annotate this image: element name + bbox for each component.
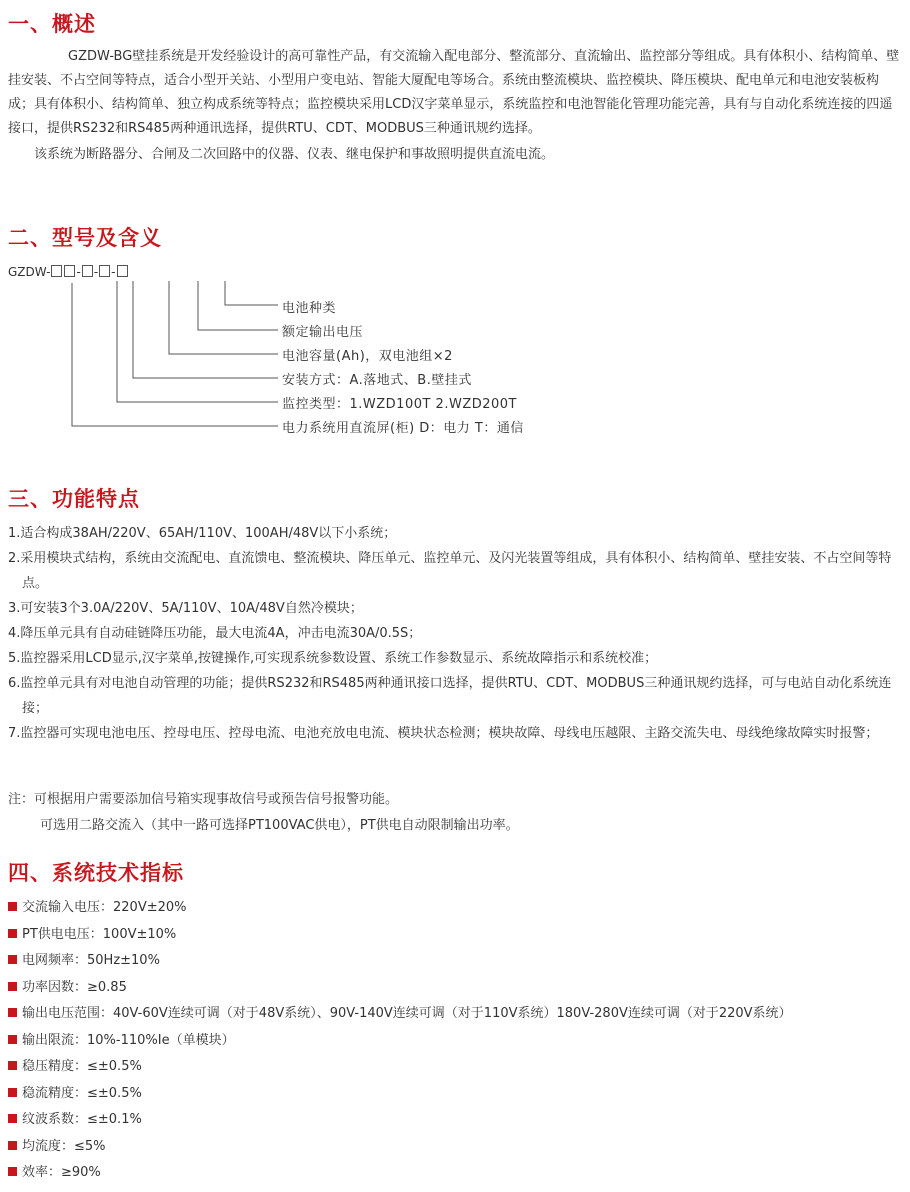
bullet-square-icon	[8, 1141, 17, 1150]
bullet-square-icon	[8, 1061, 17, 1070]
feature-item: 5.监控器采用LCD显示,汉字菜单,按键操作,可实现系统参数设置、系统工作参数显示、系统故障指示和系统校准；	[8, 651, 658, 666]
feature-item: 3.可安装3个3.0A/220V、5A/110V、10A/48V自然冷模块；	[8, 601, 363, 616]
spec-item: 稳流精度：≤±0.5%	[8, 1086, 792, 1113]
spec-item: 电网频率：50Hz±10%	[8, 953, 792, 980]
feature-item: 6.监控单元具有对电池自动管理的功能；提供RS232和RS485两种通讯接口选择，提供RTU、CDT、MODBUS三种通讯规约选择，可与电站自动化系统连接；	[8, 676, 892, 716]
overview-paragraph-1: GZDW-BG壁挂系统是开发经验设计的高可靠性产品，有交流输入配电部分、整流部分、直流输出、监控部分等组成。具有体积小、结构简单、壁挂安装、不占空间等特点，适合小型开关站、小型用户变电站、智能大厦配电等场合。系统由整流模块、监控模块、降压模块、配电单元和电池安装板构成；具有体积小、结构简单、独立构成系统等特点；监控模块采用LCD汉字菜单显示，系统监控和电池智能化管理功能完善，具有与自动化系统连接的四遥接口，提供RS232和RS485两种通讯选择，提供RTU、CDT、MODBUS三种通讯规约选择。	[8, 49, 900, 136]
spec-item: 纹波系数：≤±0.1%	[8, 1112, 792, 1139]
model-item-monitor: 监控类型：1.WZD100T 2.WZD200T	[282, 397, 517, 412]
section-title-features: 三、功能特点	[8, 487, 140, 511]
feature-item: 4.降压单元具有自动硅链降压功能，最大电流4A，冲击电流30A/0.5S；	[8, 626, 422, 641]
spec-item: 稳压精度：≤±0.5%	[8, 1059, 792, 1086]
model-item-capacity: 电池容量(Ah)，双电池组×2	[282, 349, 453, 364]
model-item-system: 电力系统用直流屏(柜) D：电力 T：通信	[282, 421, 524, 436]
model-leader-line	[225, 281, 278, 305]
bullet-square-icon	[8, 982, 17, 991]
model-item-install: 安装方式：A.落地式、B.壁挂式	[282, 373, 472, 388]
section-title-model: 二、型号及含义	[8, 226, 162, 250]
model-item-battery-type: 电池种类	[282, 301, 337, 316]
overview-paragraph-2: 该系统为断路器分、合闸及二次回路中的仪器、仪表、继电保护和事故照明提供直流电流。	[34, 147, 555, 162]
spec-item: 输出电压范围：40V-60V连续可调（对于48V系统）、90V-140V连续可调（对于110V系统）180V-280V连续可调（对于220V系统）	[8, 1006, 792, 1033]
spec-item: PT供电电压：100V±10%	[8, 927, 792, 954]
feature-item: 7.监控器可实现电池电压、控母电压、控母电流、电池充放电电流、模块状态检测；模块故障、母线电压越限、主路交流失电、母线绝缘故障实时报警；	[8, 726, 879, 741]
note-1: 注：可根据用户需要添加信号箱实现事故信号或预告信号报警功能。	[8, 792, 399, 807]
note-2: 可选用二路交流入（其中一路可选择PT100VAC供电），PT供电自动限制输出功率。	[40, 818, 519, 833]
bullet-square-icon	[8, 955, 17, 964]
bullet-square-icon	[8, 902, 17, 911]
bullet-square-icon	[8, 929, 17, 938]
bullet-square-icon	[8, 1008, 17, 1017]
model-item-rated-voltage: 额定输出电压	[282, 325, 364, 340]
bullet-square-icon	[8, 1035, 17, 1044]
bullet-square-icon	[8, 1088, 17, 1097]
notes	[8, 787, 519, 839]
specs-list	[8, 900, 792, 1192]
feature-item: 1.适合构成38AH/220V、65AH/110V、100AH/48V以下小系统；	[8, 526, 397, 541]
section-title-overview: 一、概述	[8, 12, 96, 36]
features-list	[8, 521, 904, 746]
section-title-specs: 四、系统技术指标	[8, 861, 184, 885]
spec-item: 交流输入电压：220V±20%	[8, 900, 792, 927]
spec-item: 均流度：≤5%	[8, 1139, 792, 1166]
bullet-square-icon	[8, 1167, 17, 1176]
spec-item: 效率：≥90%	[8, 1165, 792, 1192]
feature-item: 2.采用模块式结构，系统由交流配电、直流馈电、整流模块、降压单元、监控单元、及闪光装置等组成，具有体积小、结构简单、壁挂安装、不占空间等特点。	[8, 551, 892, 591]
model-code: GZDW- - - -	[8, 265, 129, 279]
spec-item: 功率因数：≥0.85	[8, 980, 792, 1007]
spec-item: 输出限流：10%-110%Ie（单模块）	[8, 1033, 792, 1060]
model-leader-line	[169, 281, 278, 354]
bullet-square-icon	[8, 1114, 17, 1123]
model-prefix: GZDW	[8, 265, 47, 279]
